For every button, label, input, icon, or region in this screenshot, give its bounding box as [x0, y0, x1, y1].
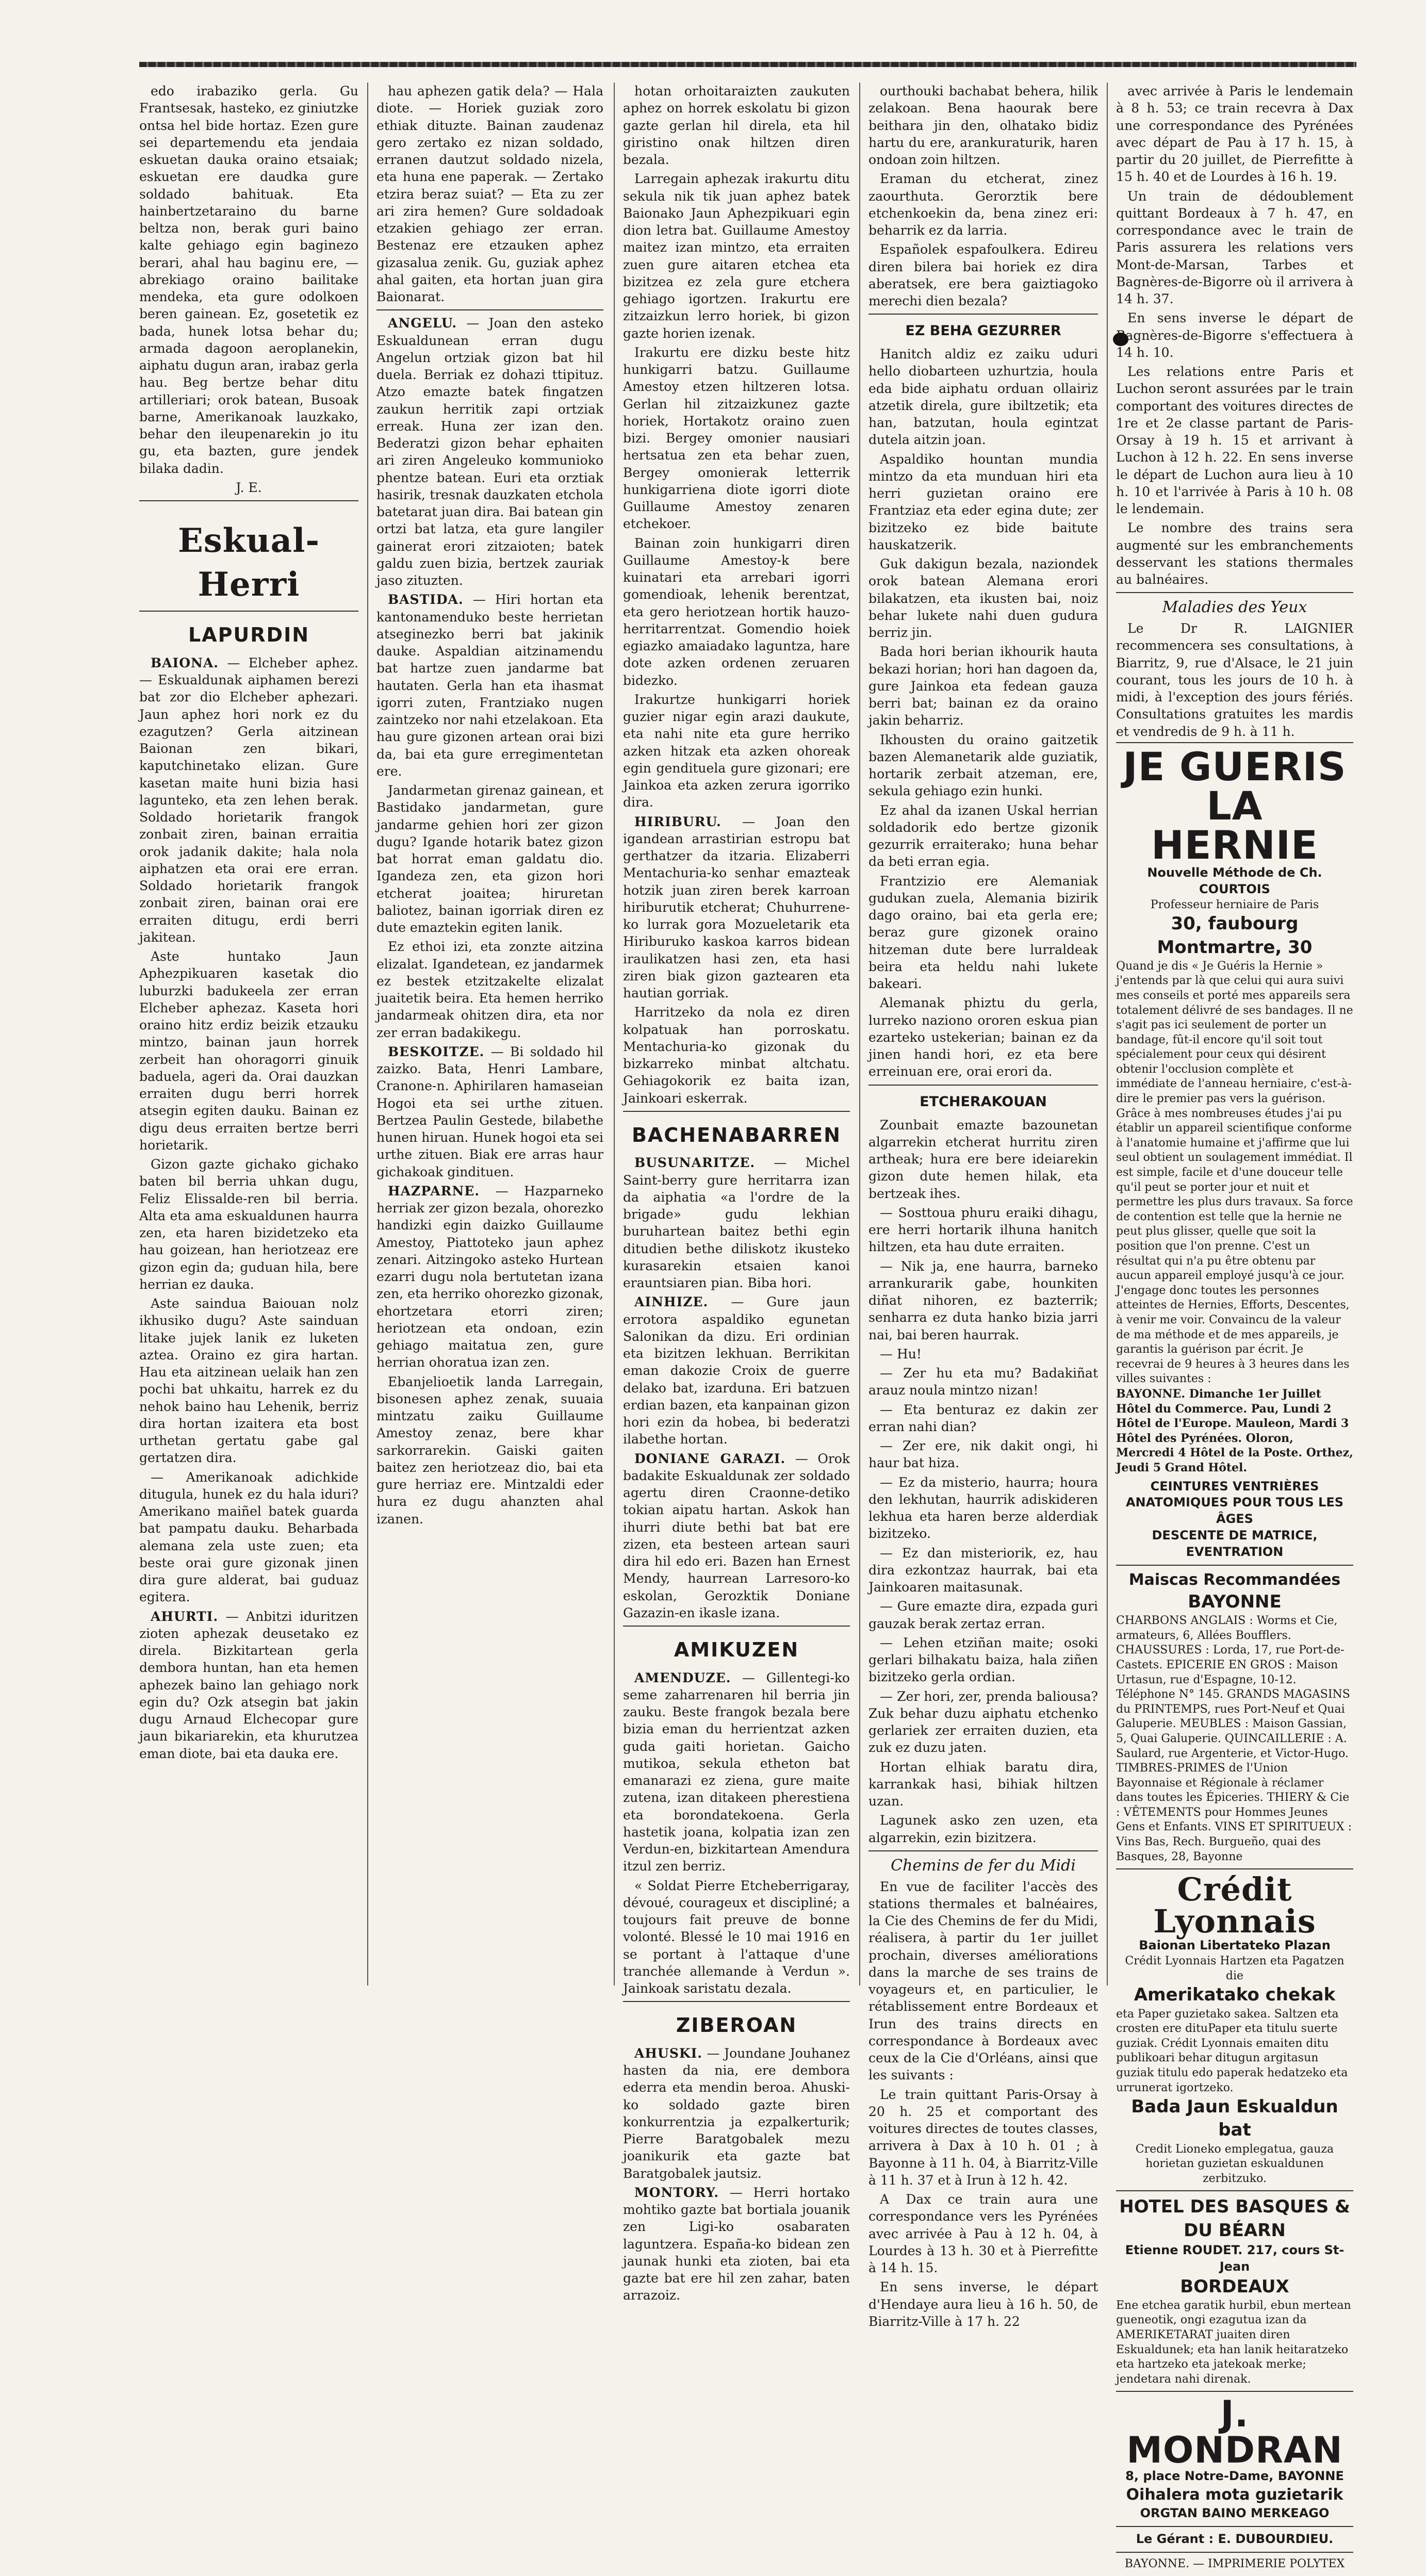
divider: [623, 1626, 850, 1627]
column-4: [868, 83, 1098, 2329]
article-ebanjelio: Ebanjelioetik landa Larregain, bisonesen aphez zenak, suuaia mintzatu zaiku Guillaume Amestoy zenaz, bere khar sarkorrarekin. Gaiski gaiten baitez zen heriotzeaz dio, bai eta gure herriaz ere. Mintzaldi eder hura ez dugu ahanzten ahal izanen.: [376, 1374, 603, 1527]
article-c4a: ourthouki bachabat behera, hilik zelakoan. Bena haourak bere beithara jin den, olhatako bidiz hartu du ere, arankuraturik, haren ondoan zoin hiltzen.: [868, 84, 1098, 167]
divider: [868, 314, 1098, 315]
article-eraman: Eraman du etcherat, zinez zaourthuta. Gerorztik bere etchenkoekin da, bena zinez eri: beharrik ez da larria.: [868, 171, 1098, 238]
divider: [1116, 592, 1353, 593]
heading-ez-beha-gezurrer: EZ BEHA GEZURRER: [905, 323, 1061, 339]
ad-hernie-address: 30, faubourg Montmartre, 30: [1157, 913, 1313, 958]
article-eztabil: Ez ethoi izi, eta zonzte aitzina elizalat. Igandetean, ez jandarmek ez bestek etzitzakelte elizalat juaitetik beira. Eta hemen herriko jandarmeak ohitzen dira, eta nor zer erran badakikegu.: [376, 939, 603, 1040]
dialog-line: — Eta benturaz ez dakin zer erran nahi dian?: [868, 1402, 1098, 1434]
article-train-5: En sens inverse le départ de Bagnères-de-Bigorre s'effectuera à 14 h. 10.: [1116, 310, 1353, 360]
ad-credit-subtitle: Baionan Libertateko Plazan: [1139, 1938, 1331, 1953]
article-bainan: Bainan zoin hunkigarri diren Guillaume Amestoy-k bere kuinatari eta arrebari igorri gomendioak, lehenik berentzat, eta gero heriotzean hortik hauzo-herritarrentzat. Gomendio hoiek egiazko amaiadako laguntza, hare dote azken ordenen zeruaren bidezko.: [623, 535, 850, 688]
article-hanitch: Hanitch aldiz ez zaiku uduri hello diobarteen uzhurtzia, houla eda bide aiphatu orduan ollairiz atzetik direla, gure ibiltzetik; eta han, batzutan, houla egintzat dutela aitzin joan.: [868, 347, 1098, 448]
article-chemins: En vue de faciliter l'accès des stations thermales et balnéaires, la Cie des Chemins de fer du Midi, réalisera, à partir du 1er juillet prochain, diverses améliorations dans la marche de ses trains de voyageurs et, en particulier, le rétablissement entre Bordeaux et Irun des trains directs en correspondance à Bordeaux avec ceux de la Cie d'Orléans, ainsi que les suivants :: [868, 1879, 1098, 2083]
divider: [868, 1850, 1098, 1851]
article-train-2: A Dax ce train aura une correspondance vers les Pyrénées avec arrivée à Pau à 12 h. 04, à Lourdes à 13 h. 30 et à Pierrefitte à 14 h. 15.: [868, 2192, 1098, 2276]
article-c3a: hotan orhoitaraizten zaukuten aphez on horrek eskolatu bi gizon gazte gerlan hil direla, eta hil giristino onak hiltzen diren bezala.: [623, 84, 850, 167]
article-frantzia: Frantzizio ere Alemaniak gudukan zuela, Alemania bizirik dago oraino, bai eta gerla ere; beraz gure gizonek oraino hitzeman dute bere lurraldeak beira eta heldu nahi lukete bakeari.: [868, 873, 1098, 992]
article-gizon: Gizon gazte gichako gichako baten bil berria uhkan dugu, Feliz Elissalde-ren bil berria. Alta eta ama eskualdunen haurra zen, eta haren bizidetzeko eta hau goizean, han heriotzeaz ere gizon egin da; guduan hila, bere herrian ez dauka.: [139, 1157, 358, 1292]
article-angelu: ANGELU. — Joan den asteko Eskualdunean erran dugu Angelun ortziak gizon bat hil duela. Berriak ez dohazi ttipituz. Atzo emazte batek fingatzen zaukun herritik zapi ortziak erreak. Huna zer izan den. Bederatzi gizon behar ephaiten ari ziren Angeleuko kommunioko phentze batean. Euri eta orztiak hasirik, tresnak dauzkaten etchola batetarat juan dira. Bai batean gin ortzi bat latza, eta gure langiler gainerat erori zitzaioten; batek galdu zuen bizia, bertzek zauriak jaso zituzten.: [376, 316, 603, 588]
ad-hernie-prof: Professeur herniaire de Paris: [1150, 898, 1319, 911]
ad-maiscas: [1116, 1565, 1353, 1868]
article-ahuski: AHUSKI. — Joundane Jouhanez hasten da nia, ere dembora ederra eta mendin beroa. Ahuski-ko soldado gazte biren konkurrentzia ja ezpalkerturik; Pierre Baratgobalek mezu joanikurik eta gazte bat Baratgobalek jautsiz.: [623, 2045, 850, 2181]
article-jandarme: Jandarmetan girenaz gainean, et Bastidako jandarmetan, gure jandarme gehien hori zer gizon dugu? Igande hotarik batez gizon bat horrat eman galdatu dio. Igandeza zen, eta gizon hori etcherat joaitea; hiruretan baliotez, bainan igorriak diren ez dute emaztekin egiten lanik.: [376, 783, 603, 935]
column-rule: [367, 83, 368, 1986]
article-beskoitze: BESKOITZE. — Bi soldado hil zaizko. Bata, Henri Lambare, Cranone-n. Aphirilaren hamaseian Hogoi eta sei urthe zituen. Bertzea Paulin Gestede, bilabethe hunen hiruan. Hunek hogoi eta sei urthe zituen. Biak ere arras haur gichakoak gindituen.: [376, 1044, 603, 1179]
dialog-line: — Zer hu eta mu? Badakiñat arauz noula mintzo nizan!: [868, 1366, 1098, 1398]
ad-hernie-title: JE GUERIS LA HERNIE: [1123, 743, 1347, 868]
section-bachenabarren: BACHENABARREN: [632, 1123, 841, 1146]
keyword-baiona: BAIONA.: [151, 655, 219, 670]
intro-paragraph: edo irabaziko gerla. Gu Frantsesak, hasteko, ez giniutzke ontsa hel bide hortaz. Ezen gure sei departemendu eta jendaia eskuetan dauka oraino etsaiak; eskuetan ere daudka gure soldado bahituak. Eta hainbertzetaraino du barne beltza non, berak guri baino kalte gehiago egin baginezo berari, ahal hau baginu ere, — abrekiago oraino bailitake mendeka, eta gure odolkoen beren gainean. Ez, gosetetik ez bada, hunek lotsa behar du; armada dagoon aeroplanekin, aiphatu dugun aran, irabaz gerla hau. Beg bertze behar ditu artilleriari; orok batean, Busoak barne, Amerikanoak lauzkako, behar den ileupenarekin jo itu gu, eta bazten, gure jendek bilaka dadin.: [139, 84, 358, 476]
column-1: [139, 83, 358, 1986]
column-2: [376, 83, 603, 1986]
article-hazparne: HAZPARNE. — Hazparneko herriak zer gizon bezala, ohorezko handizki egin daizko Guillaume Amestoy, Piattoteko jaun aphez zenari. Aitzingoko asteko Hurtean ezarri dugu nola bertutetan izana zen, eta herriko ohorezko gizonak, ehortzetara etorri ziren; heriotzean eta ondoan, ezin gehiago maitatua zen, gure herrian ohoratua izan zen.: [376, 1183, 603, 1370]
keyword-montory: MONTORY.: [634, 2185, 719, 2200]
ad-mondran-title: J. MONDRAN: [1126, 2393, 1343, 2472]
heading-chemins-de-fer: Chemins de fer du Midi: [891, 1856, 1076, 1875]
keyword-beskoitze: BESKOITZE.: [388, 1044, 485, 1059]
article-doniane: DONIANE GARAZI. — Orok badakite Eskualdunak zer soldado agertu diren Craonne-detiko tokian aipatu hartan. Askok han ihurri diute bethi bat bat ere zizen, eta besteen artean sauri dira hil edo eri. Bazen han Ernest Mendy, haurrean Larresoro-ko eskolan, Gerozktik Doniane Gazazin-en ikasle izana.: [623, 1451, 850, 1620]
ad-mondran-address: 8, place Notre-Dame, BAYONNE: [1125, 2469, 1344, 2484]
article-train-1: Le train quittant Paris-Orsay à 20 h. 25 et comportant des voitures directes de toutes classes, arrivera à Dax à 10 h. 01 ; à Bayonne à 11 h. 04, à Biarritz-Ville à 11 h. 37 et à Irun à 12 h. 42.: [868, 2087, 1098, 2188]
keyword-doniane: DONIANE GARAZI.: [634, 1451, 786, 1466]
dialog-line: — Nik ja, ene haurra, barneko arrankurarik gabe, hounkiten diñat nihoren, ez bazterrik; senharra ez duta hanko bizia jarri nai, bai beren haurrak.: [868, 1258, 1098, 1342]
article-maladies: Le Dr R. LAIGNIER recommencera ses consultations, à Biarritz, 9, rue d'Alsace, le 21 juin courant, tous les jours de 10 h. à midi, à l'exception des jours fériés. Consultations gratuites les mardis et vendredis de 9 h. à 11 h.: [1116, 621, 1353, 739]
keyword-hiriburu: HIRIBURU.: [634, 814, 722, 829]
dialog-line: — Ez da misterio, haurra; houra den lekhutan, haurrik adiskideren lekhua eta haren berze alderdiak bizitzeko.: [868, 1474, 1098, 1541]
heading-etcherakouan: ETCHERAKOUAN: [920, 1093, 1047, 1110]
ad-hotel-body: Ene etchea garatik hurbil, ebun mertean gueneotik, ongi ezagutua izan da AMERIKETARAT juaiten diren Eskualdunek; eta han lanik heitaratzeko eta hartzeko eta jatekoak merke; jendetara nahi direnak.: [1116, 2299, 1351, 2386]
column-rule: [614, 83, 615, 1986]
ad-hernie-dates: BAYONNE. Dimanche 1er Juillet Hôtel du Commerce. Pau, Lundi 2 Hôtel de l'Europe. Mauleon, Mardi 3 Hôtel des Pyrénées. Oloron, Mercredi 4 Hôtel de la Poste. Orthez, Jeudi 5 Grand Hôtel.: [1116, 1387, 1353, 1474]
divider: [623, 1111, 850, 1112]
masthead-eskual-herri: Eskual-Herri: [177, 521, 320, 604]
article-ez: Ez ahal da izanen Uskal herrian soldadorik edo bertze gizonik gezurrik erraiterako; huna behar da beti erran egia.: [868, 802, 1098, 869]
divider: [623, 2001, 850, 2002]
keyword-amenduze: AMENDUZE.: [634, 1670, 731, 1685]
column-3: [623, 83, 850, 2303]
article-hortan: Hortan elhiak baratu dira, karrankak hasi, bihiak hiltzen uzan.: [868, 1759, 1098, 1809]
ad-credit-title: Crédit Lyonnais: [1153, 1871, 1316, 1941]
article-zounbait: Zounbait emazte bazounetan algarrekin etcherat hurritu ziren artheak; hura ere bere ideiarekin gizon dute hemen hilak, eta bertzeak ihes.: [868, 1117, 1098, 1201]
article-harritzeko: Harritzeko da nola ez diren kolpatuak han porroskatu. Mentachuria-ko gizonak du bizkarreko minbat altchatu. Gehiagokorik ez baita izan, Jainkoari eskerrak.: [623, 1005, 850, 1106]
article-espanol: Españolek espafoulkera. Edireu diren bilera bai horiek ez dira aberatsek, ere bera gaiztiagoko merechi dien bezala?: [868, 242, 1098, 308]
article-aste: Aste saindua Baiouan nolz ikhusiko dugu? Aste sainduan litake jujek lanik ez luketen aztea. Oraino ez gira hartan. Hau eta aitzinean uelaik han zen pochi bat uhkaitu, harrek ez du nehok baino hau Lehenik, berriz dira hortan izaitera eta bost urthetan gertatu gabe gal gertatzen dira.: [139, 1296, 358, 1466]
article-larregain: Larregain aphezak irakurtu ditu sekula nik tik juan aphez batek Baionako Jaun Aphezpikuari egin dion letra bat. Guillaume Amestoy maitez izan mintzo, eta erraiten zuen gure aitaren etchea eta bizitzea ez zela gure etchera gehiago igortzen. Irakurtu ere zitzaizkun lerro horiek, bi gizon gazte horien izenak.: [623, 171, 850, 341]
article-baiona: BAIONA. — Elcheber aphez. — Eskualdunak aiphamen berezi bat zor dio Elcheber aphezari. Jaun aphez hori nork ez du ezagutzen? Gerla aitzinean Baionan zen bikari, kaputchinetako elizan. Gure kasetan maite huni bizia hasi lagunteko, eta zen lehen berak. Soldado horietarik frangok zonbait ziren, bainan erraitia orok jadanik dakite; hala nola aiphatzen eta orai ere erran. Soldado horietarik frangok zonbait ziren, bainan orai ere erraiten ditugu, erdi berri jakitean.: [139, 655, 358, 945]
keyword-hazparne: HAZPARNE.: [388, 1183, 480, 1199]
article-montory: MONTORY. — Herri hortako mohtiko gazte bat bortiala jouanik zen Ligi-ko osabaraten laguntzera. España-ko bidean zen jaunak hunki eta zioten, bai eta gazte bat ere hil zen zahar, baten arrazoiz.: [623, 2185, 850, 2303]
keyword-ahurti: AHURTI.: [151, 1609, 219, 1624]
article-bastida: BASTIDA. — Hiri hortan eta kantonamenduko beste herrietan atseginezko berri bat jakinik dauke. Aspaldian aitzinamendu bat hartze zuen jandarme bat hautaten. Gerla han eta ihasmat igorri zuten, Frantziako nugen zaintzeko nor nahi etzelakoan. Eta hau gure gizonen artean orai bizi da, bai eta gure erregimentetan ere.: [376, 592, 603, 779]
article-aphezen: hau aphezen gatik dela? — Hala diote. — Horiek guziak zoro ethiak dituzte. Bainan zaudenaz gero zertako ez nizan soldado, erranen dautzut soldado nizela, eta huna ene paperak. — Zertako etzira beraz suiat? — Eta zu zer ari zira hemen? Gure soldadoak etzakien gehiago zer erran. Bestenaz ere etzauken aphez gizasalua zenik. Gu, guziak aphez ahal gaiten, eta hortan juan gira Baionarat.: [376, 84, 603, 304]
keyword-ahuski: AHUSKI.: [634, 2045, 702, 2061]
article-amerikano: — Amerikanoak adichkide ditugula, hunek ez du hala iduri? Amerikano maiñel batek guarda bat pampatu dauku. Beharbada alemana zela uste zuen; eta beste orai gure gizonak jinen dira gure alderat, bai guduaz egitera.: [139, 1469, 358, 1605]
article-train-top: avec arrivée à Paris le lendemain à 8 h. 53; ce train recevra à Dax une correspondance des Pyrénées avec départ de Pau à 17 h. 15, à partir du 20 juillet, de Pierrefitte à 15 h. 40 et de Lourdes à 16 h. 19.: [1116, 84, 1353, 185]
section-ziberoan: ZIBEROAN: [676, 2014, 797, 2037]
article-baiona-2: Aste huntako Jaun Aphezpikuaren kasetak dio luburzki badukeela zer erran Elcheber aphezaz. Kaseta hori oraino hitz erdiz beizik etzauku mintzo, bainan jaun horrek zerbeit han ohoragorri ginuik baduela, ageri da. Orai dauzkan erraiten dugu berri horrek atsegin egiten dauku. Bainan ez digu deus erraiten bertze berri horietarik.: [139, 949, 358, 1153]
divider: [139, 611, 358, 612]
gerant: Le Gérant : E. DUBOURDIEU.: [1136, 2532, 1334, 2547]
ad-credit-bada: Bada Jaun Eskualdun bat: [1131, 2096, 1338, 2141]
ad-descente: DESCENTE DE MATRICE, EVENTRATION: [1152, 1528, 1318, 1560]
ad-hotel-title: HOTEL DES BASQUES & DU BÉARN: [1119, 2196, 1350, 2241]
article-train-4: Un train de dédoublement quittant Bordeaux à 7 h. 47, en correspondance avec le train de Paris assurera les relations vers Mont-de-Marsan, Tarbes et Bagnères-de-Bigorre où il arrivera à 14 h. 37.: [1116, 188, 1353, 306]
article-train-7: Le nombre des trains sera augmenté sur les embranchements desservant les stations thermales au balnéaires.: [1116, 520, 1353, 587]
article-irakurtze: Irakurtze hunkigarri horiek guzier nigar egin arazi daukute, eta nahi nite eta gure herriko azken hitzak eta azken ohoreak egin gendituela gure gizonari; ere Jainkoa eta azken zerura igorriko dira.: [623, 692, 850, 810]
dialog-line: — Sosttoua phuru eraiki dihagu, ere herri hortarik ilhuna hanitch hiltzen, eta hau dute erraiten.: [868, 1205, 1098, 1255]
ad-hernie: [1116, 742, 1353, 1565]
article-lagunek: Lagunek asko zen uzen, eta algarrekin, ezin bizitzera.: [868, 1813, 1098, 1845]
divider: [139, 500, 358, 501]
imprimerie: BAYONNE. — IMPRIMERIE POLYTEX: [1124, 2557, 1345, 2570]
top-rule: [139, 62, 1356, 67]
column-rule: [859, 83, 860, 1986]
ad-credit-line: Crédit Lyonnais Hartzen eta Pagatzen die: [1125, 1955, 1345, 1982]
intro-signature: J. E.: [236, 480, 262, 495]
article-busunaritze: BUSUNARITZE. — Michel Saint-berry gure herritarra izan da aiphatia «a l'ordre de la brigade» gudu lekhian buruhartean baitez bethi egin ditudien bethe diliskotz ikusteko kurasarekin etsaien kanoi erauntsiaren pian. Biba hori.: [623, 1155, 850, 1291]
ad-maiscas-city: BAYONNE: [1188, 1591, 1282, 1612]
article-bergey: Irakurtu ere dizku beste hitz hunkigarri batzu. Guillaume Amestoy etzen hiltzeren lotsa. Gerlan hil zitzaizkunez gazte horiek, Hortakotz oraino zuen bizi. Bergey omonier nausiari hertsatua zen eta behar zuen, Bergey omonierak letterrik hunkigarriena diote igorri diote Guillaume Amestoy zenaren etchekoer.: [623, 344, 850, 532]
article-bada: Bada hori berian ikhourik hauta bekazi horian; hori han dagoen da, gure Jainkoa eta fedean gauza berri bat; bainan ez da oraino jakin beharriz.: [868, 644, 1098, 728]
dialog-line: — Gure emazte dira, ezpada guri gauzak berak zertaz erran.: [868, 1599, 1098, 1631]
dialog-line: — Lehen etziñan maite; osoki gerlari bilhakatu baiza, hala ziñen bizitzeko gerla ordian.: [868, 1635, 1098, 1685]
ad-hernie-subtitle: Nouvelle Méthode de Ch. COURTOIS: [1147, 865, 1322, 896]
ad-hotel-city: BORDEAUX: [1180, 2276, 1289, 2297]
article-train-6: Les relations entre Paris et Luchon seront assurées par le train comportant des voitures directes de 1re et 2e classe partant de Paris-Orsay à 19 h. 15 et arrivant à Luchon à 12 h. 22. En sens inverse le départ de Luchon aura lieu à 10 h. 10 et l'arrivée à Paris à 10 h. 08 le lendemain.: [1116, 364, 1353, 516]
imprimerie-line: [1116, 2552, 1353, 2576]
ad-credit-lyonnais: [1116, 1868, 1353, 2190]
column-5: [1116, 83, 1353, 2570]
dialog-line: — Zer hori, zer, prenda baliousa? Zuk behar duzu aiphatu etchenko gerlariek zer erraiten duzien, eta zuk ez duzu jaten.: [868, 1688, 1098, 1755]
dialog-line: — Zer ere, nik dakit ongi, hi haur bat hiza.: [868, 1438, 1098, 1471]
divider: [376, 309, 603, 310]
ad-maiscas-title: Maiscas Recommandées: [1128, 1571, 1341, 1589]
ad-mondran: [1116, 2391, 1353, 2526]
ad-hotel: [1116, 2190, 1353, 2391]
ad-hernie-body: Quand je dis « Je Guéris la Hernie » j'entends par là que celui qui aura suivi mes conseils et porté mes appareils sera totalement délivré de ses bandages. Il ne s'agit pas ici seulement de porter un bandage, fût-il encore qu'il soit tout spécialement pour ceux qui désirent obtenir l'occlusion complète et immédiate de l'anneau herniaire, c'est-à-dire le premier pas vers la guérison. Grâce à mes nombreuses études j'ai pu établir un appareil scientifique conforme à l'anatomie humaine et j'affirme que lui seul obtient un soulagement immédiat. Il est simple, facile et d'une douceur telle qu'il peut se porter jour et nuit et permettre les plus durs travaux. Sa force de contention est telle que la hernie ne peut plus glisser, quelle que soit la position que l'on prenne. C'est un résultat qui n'a pu être obtenu par aucun appareil employé jusqu'à ce jour. J'engage donc toutes les personnes atteintes de Hernies, Efforts, Descentes, à venir me voir. Convaincu de la valeur de ma méthode et de mes appareils, je garantis la guérison par écrit. Je recevrai de 9 heures à 3 heures dans les villes suivantes :: [1116, 959, 1353, 1386]
keyword-ainhize: AINHIZE.: [634, 1294, 709, 1310]
article-guk: Guk dakigun bezala, naziondek orok batean Alemana erori bilakatzen, eta ikusten bai, noiz behar lukete nahi duen gudura berriz jin.: [868, 556, 1098, 641]
article-train-3: En sens inverse, le départ d'Hendaye aura lieu à 16 h. 50, de Biarritz-Ville à 17 h. 22: [868, 2279, 1098, 2329]
article-hiriburu: HIRIBURU. — Joan den igandean arrastirian estropu bat gerthatzer da itzaria. Elizaberri Mentachuria-ko senhar emazteak hotzik juan ziren berek karroan hiriburutik etcherat; Chuhurrene-ko lurrak gora Mozueletarik eta Hiriburuko kaskoa karros bidean iraulikatzen hasi zen, eta hasi ziren biak gizon gaztearen eta hautian gorriak.: [623, 814, 850, 1000]
article-alemanak: Alemanak phiztu du gerla, lurreko naziono ororen eskua pian ezarteko ustekerian; bainan ez da jinen handi hori, ez eta bere erreinuan ere, orai erori da.: [868, 995, 1098, 1079]
article-amenduze: AMENDUZE. — Gillentegi-ko seme zaharrenaren hil berria jin zauku. Beste frangok bezala bere bizia eman du herrientzat azken guda gaiti horietan. Gaicho mutikoa, sekula etheton bat emanarazi ez ziena, gure maite zutena, izan ditakeen pherestiena eta borondatekoena. Gerla hastetik joana, kolpatia izan zen Verdun-en, bizkitartean Amendura itzul zen berriz.: [623, 1670, 850, 1874]
ad-credit-tail: Credit Lioneko emplegatua, gauza horietan guzietan eskualdunen zerbitzuko.: [1135, 2142, 1334, 2185]
keyword-bastida: BASTIDA.: [388, 592, 464, 608]
ad-maiscas-list: CHARBONS ANGLAIS : Worms et Cie, armateurs, 6, Allées Boufflers. CHAUSSURES : Lorda, 17, rue Port-de-Castets. EPICERIE EN GROS : Maison Urtasun, rue d'Espagne, 10-12. Téléphone N° 145. GRANDS MAGASINS du PRINTEMPS, rues Port-Neuf et Quai Galuperie. MEUBLES : Maison Gassian, 5, Quai Galuperie. QUINCAILLERIE : A. Saulard, rue Argenterie, et Victor-Hugo. TIMBRES-PRIMES de l'Union Bayonnaise et Régionale à réclamer dans toutes les Épiceries. THIERY & Cie : VÊTEMENTS pour Hommes Jeunes Gens et Enfants. VINS ET SPIRITUEUX : Vins Bas, Rech. Burgueño, quai des Basques, 28, Bayonne: [1116, 1614, 1352, 1863]
ad-ceintures: CEINTURES VENTRIÈRES ANATOMIQUES POUR TOUS LES ÂGES: [1125, 1479, 1344, 1527]
article-aspaldi: Aspaldiko hountan mundia mintzo da eta munduan hiri eta herri guzietan oraino ere Frantziaz eta eder egina dute; zer bizitzeko ez bide baitute hauskatzerik.: [868, 451, 1098, 552]
heading-maladies-des-yeux: Maladies des Yeux: [1162, 598, 1307, 617]
ad-hotel-address: Etienne ROUDET. 217, cours St-Jean: [1125, 2242, 1345, 2274]
ad-credit-chekak: Amerikatako chekak: [1134, 1984, 1336, 2006]
section-lapurdin: LAPURDIN: [188, 624, 310, 647]
section-amikuzen: AMIKUZEN: [674, 1638, 799, 1662]
keyword-angelu: ANGELU.: [388, 316, 457, 331]
article-ahurti: AHURTI. — Anbitzi iduritzen zioten aphezak deusetako ez direla. Bizkitartean gerla dembora huntan, han eta hemen aphezek baino lan gehiago nork egin du? Ozk atsegin bat jakin dugu Arnaud Elchecopar gure jaun bikariarekin, eta khurutzea eman diote, bai eta dauka ere.: [139, 1609, 358, 1761]
divider: [868, 1085, 1098, 1086]
gerant-line: [1116, 2526, 1353, 2552]
dialog-line: — Ez dan misteriorik, ez, hau dira ezkontzaz haurrak, bai eta Jainkoaren maitasunak.: [868, 1545, 1098, 1595]
article-ikhousten: Ikhousten du oraino gaitzetik bazen Alemanetarik alde guziatik, hortarik zerbait atzeman, ere, sekula gehiago ezin hunki.: [868, 732, 1098, 799]
dialog-line: — Hu!: [880, 1346, 922, 1361]
article-citation: « Soldat Pierre Etcheberrigaray, dévoué, courageux et discipliné; a toujours fait preuve de bonne volonté. Blessé le 10 mai 1916 en se portant à l'attaque d'une tranchée allemande à Verdun ». Jainkoak saristatu dezala.: [623, 1878, 850, 1996]
ad-credit-body: eta Paper guzietako sakea. Saltzen eta crosten ere dituPaper eta titulu suerte guziak. Crédit Lyonnais emaiten ditu publikoari behar ditugun argitasun guziak titulu edo paperak hedatzeko eta urrunerat igortzeko.: [1116, 2007, 1348, 2094]
column-rule: [1107, 83, 1108, 1986]
keyword-busunaritze: BUSUNARITZE.: [634, 1155, 756, 1171]
ad-mondran-tail: ORGTAN BAINO MERKEAGO: [1140, 2506, 1330, 2521]
ad-mondran-subtitle: Oihalera mota guzietarik: [1126, 2486, 1343, 2504]
article-ainhize: AINHIZE. — Gure jaun errotora aspaldiko egunetan Salonikan da dizu. Eri ordinian eta bizitzen lekhuan. Berrikitan eman dakozie Croix de guerre delako bat, izarduna. Eri batzuen erdian bazen, eta kanpainan gizon hori ezin da hobea, bi bederatzi ilabethe hortan.: [623, 1294, 850, 1447]
